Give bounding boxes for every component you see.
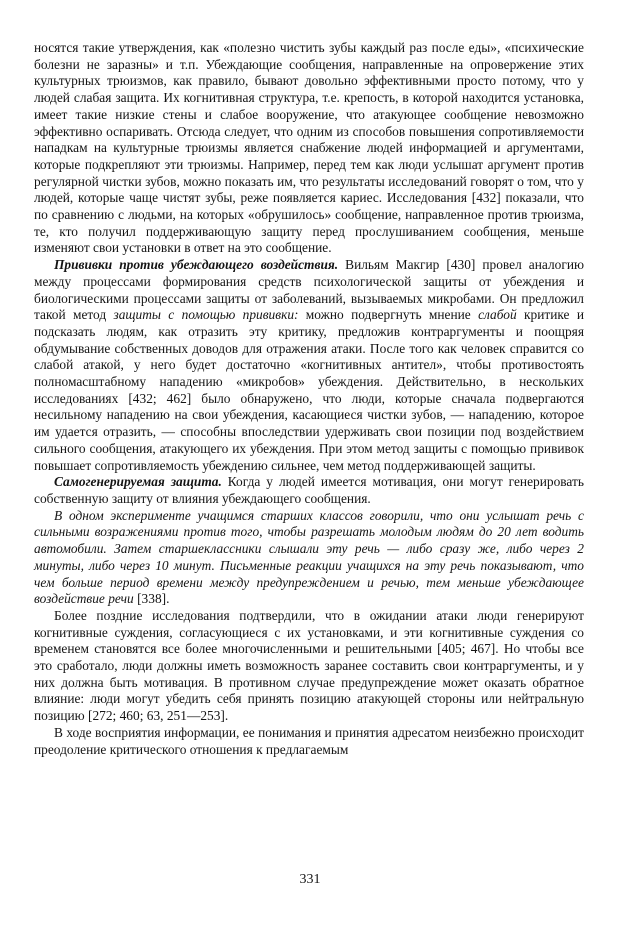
inoculation-text-b: можно подвергнуть мнение — [298, 307, 479, 323]
inoculation-text-a: Вильям Макгир [430] провел аналогию между процессами формирования средств психологической защиты от убеждения и биологическими процессами защиты от заболеваний, вызываемых микробами. Он предложил такой метод — [34, 257, 584, 323]
paragraph-truisms: носятся такие утверждения, как «полезно чистить зубы каждый раз после еды», «психические болезни не заразны» и т.п. Убеждающие сообщения, направленные на опровержение этих культурных трюизмов, как правило, бывают довольно эффективными просто потому, что у людей слабая защита. Их когнитивная структура, т.е. крепость, в которой находится установка, имеет такие низкие стены и слабое вооружение, что атакующее сообщение невозможно эффективно оспаривать. Отсюда следует, что одним из способов повышения сопротивляемости нападкам на культурные трюизмы является снабжение людей информацией и аргументами, которые подкрепляют эти трюизмы. Например, перед тем как люди услышат аргумент против регулярной чистки зубов, можно показать им, что результаты исследований говорят о том, что у людей, которые чаще чистят зубы, реже появляется кариес. Исследования [432] показали, что по сравнению с людьми, на которых «обрушилось» сообщение, направленное против трюизма, те, кто получил поддерживающую защиту перед прослушиванием сообщения, меньше изменяют свои установки в ответ на это сообщение. — [34, 40, 584, 256]
section-heading-inoculation: Прививки против убеждающего воздействия. — [54, 257, 339, 273]
paragraph-later-research: Более поздние исследования подтвердили, что в ожидании атаки люди генерируют когнитивные суждения, согласующиеся с их установками, и эти когнитивные суждения со временем становятся все более многочисленными и решительными [405; 467]. Но чтобы все это сработало, люди должны иметь возможность заранее составить свои контраргументы, и у них должна быть мотивация. В противном случае предупреждение может оказать обратное влияние: люди могут убедить себя принять позицию атакующей стороны или нейтральную позицию [272; 460; 63, 251—253]. — [34, 607, 584, 724]
self-generated-text: Когда у людей имеется мотивация, они могут генерировать собственную защиту от влияния убеждающего сообщения. — [34, 474, 584, 506]
page-number: 331 — [299, 872, 321, 887]
inoculation-term-method: защиты с помощью прививки: — [113, 307, 299, 323]
body-text — [34, 40, 584, 758]
paragraph-self-generated — [34, 474, 584, 507]
paragraph-inoculation — [34, 257, 584, 474]
experiment-description: В одном эксперименте учащимся старших классов говорили, что они услышат речь с сильными возражениями против того, чтобы разрешать молодым людям до 20 лет водить автомобили. Затем старшеклассники слышали эту речь — либо сразу же, либо через 2 минуты, либо через 10 минут. Письменные реакции учащихся на эту речь показывают, что чем больше период времени между предупреждением и речью, тем меньше убеждающее воздействие речи — [34, 507, 584, 607]
section-heading-self-generated: Самогенерируемая защита. — [54, 474, 222, 490]
experiment-reference: [338]. — [133, 591, 170, 607]
inoculation-text-c: критике и подсказать людям, как отразить эту критику, предложив контраргументы и поощряя обдумывание собственных доводов для отражения атаки. После того как человек справится со слабой атакой, у него будет достаточно «когнитивных антител», чтобы противостоять полномасштабному нападению «микробов» убеждения. Действительно, в нескольких исследованиях [432; 462] было обнаружено, что люди, которые сначала подвергаются несильному нападению на свои убеждения, касающиеся чистки зубов, — нападению, которое им удается отразить, — способны впоследствии удерживать свои позиции под воздействием сильного сообщения, атакующего их убеждения. При этом метод защиты с помощью прививок повышает сопротивляемость убеждению сильнее, чем метод поддерживающей защиты. — [34, 307, 584, 473]
inoculation-term-weak: слабой — [478, 307, 517, 323]
paragraph-experiment — [34, 508, 584, 608]
paragraph-perception: В ходе восприятия информации, ее понимания и принятия адресатом неизбежно происходит преодоление критического отношения к предлагаемым — [34, 724, 584, 757]
